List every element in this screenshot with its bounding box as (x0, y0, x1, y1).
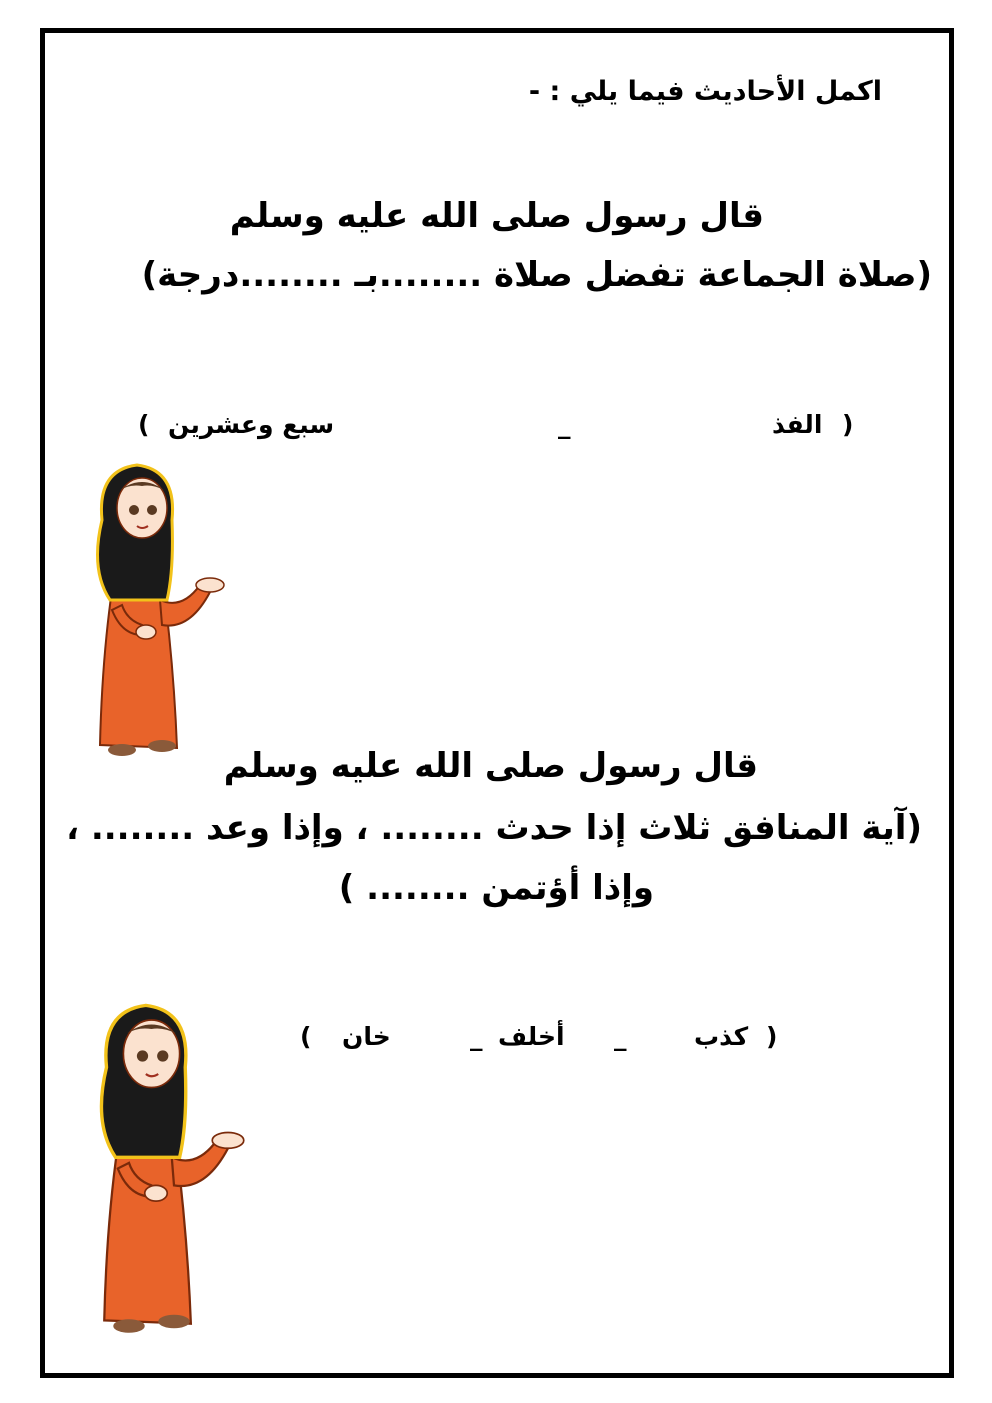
q2-choice-dash-1: _ (614, 1022, 627, 1051)
q1-choice-dash: _ (558, 410, 571, 439)
q2-hadith-line1: (آية المنافق ثلاث إذا حدث ........ ، وإذا وعد ........ ، (66, 808, 922, 848)
girl-illustration-2 (84, 996, 264, 1341)
q2-hadith-line2: وإذا أؤتمن ........ ) (338, 868, 654, 908)
q1-hadith: (صلاة الجماعة تفضل صلاة ........بـ ........درجة) (141, 255, 932, 295)
q2-intro: قال رسول صلى الله عليه وسلم (223, 746, 758, 786)
q1-choice-option-alfadh: الفذ (772, 410, 823, 439)
q2-choice-close-paren: ) (300, 1022, 312, 1051)
q1-choice-option-27: سبع وعشرين (168, 410, 335, 439)
q2-choice-option-khan: خان (342, 1022, 391, 1051)
q2-choice-open-paren: ( (766, 1022, 778, 1051)
girl-illustration-1 (82, 460, 242, 760)
q2-choice-option-kadhab: كذب (694, 1022, 749, 1051)
q1-choice-open-paren: ( (842, 410, 854, 439)
q2-choice-option-akhlaf: أخلف (498, 1022, 565, 1051)
q2-choice-dash-2: _ (470, 1022, 483, 1051)
q1-intro: قال رسول صلى الله عليه وسلم (229, 196, 764, 236)
instruction-text: اكمل الأحاديث فيما يلي : - (528, 76, 882, 107)
q1-choice-close-paren: ) (138, 410, 150, 439)
